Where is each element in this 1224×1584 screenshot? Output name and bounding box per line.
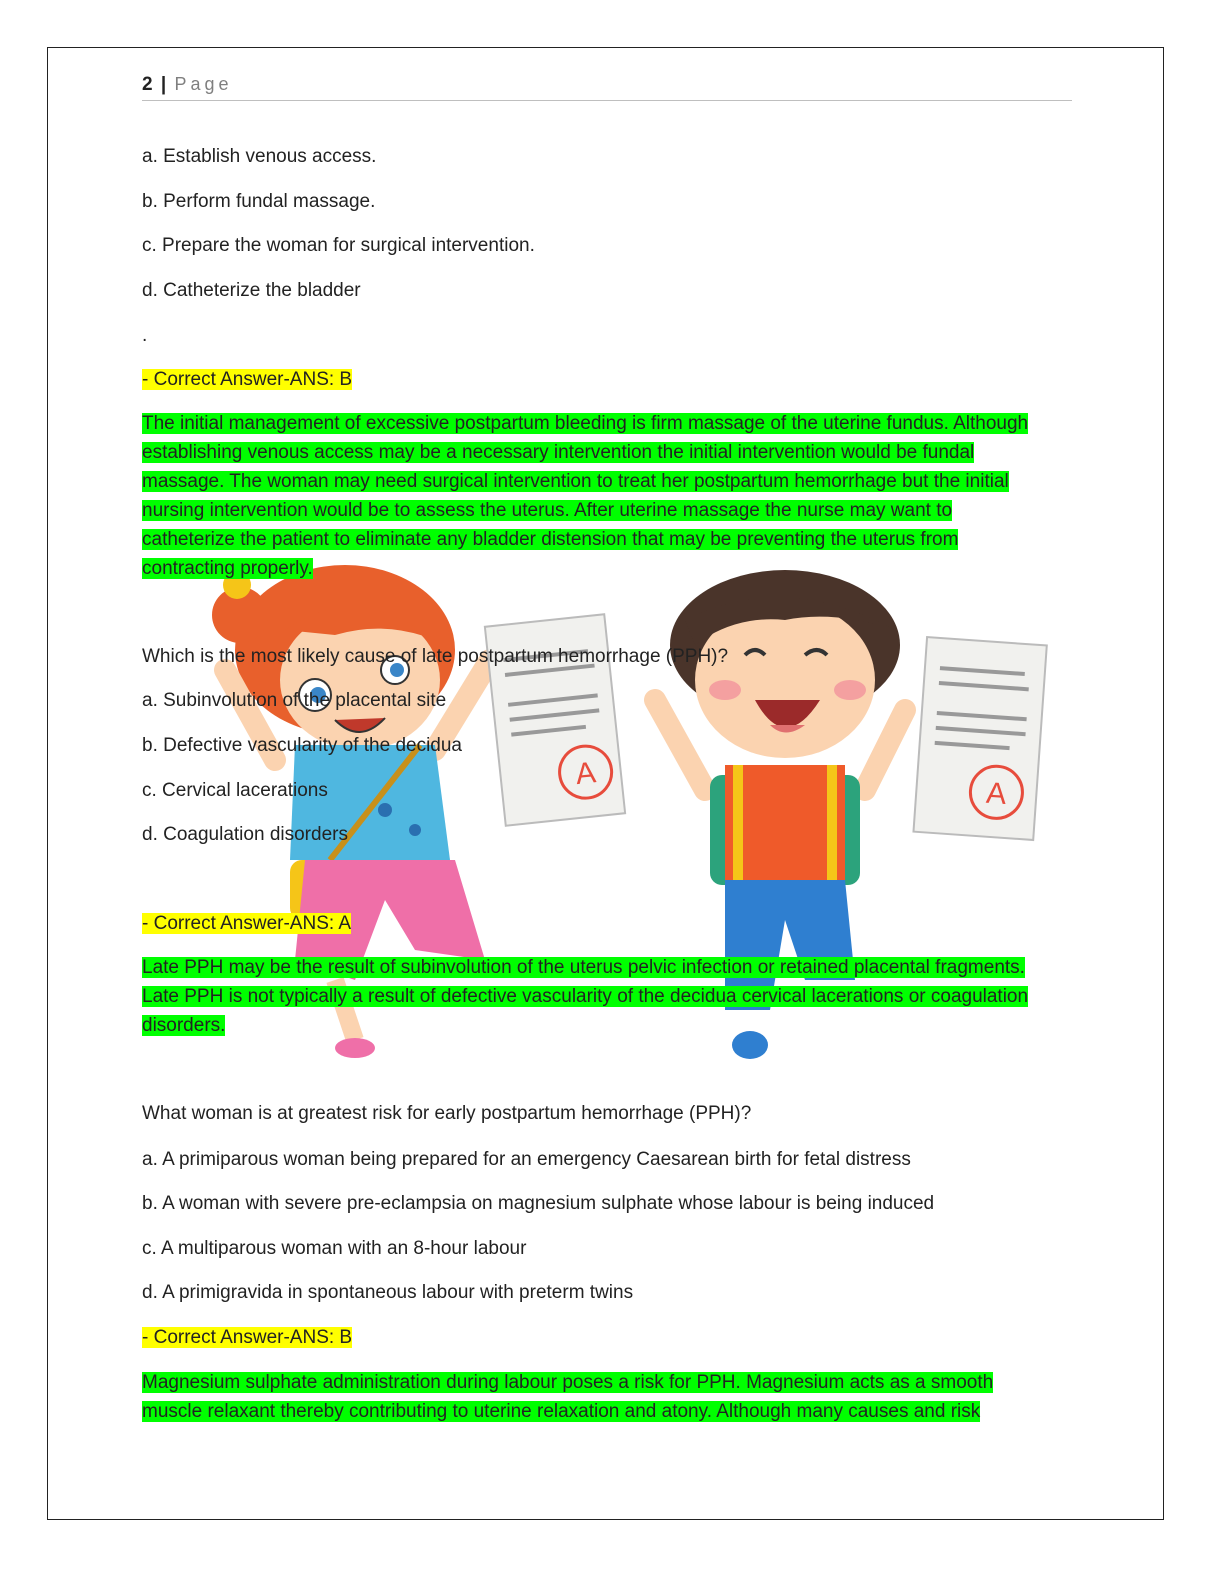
q3-question: What woman is at greatest risk for early postpartum hemorrhage (PPH)? [142, 1103, 752, 1124]
q1-answer: - Correct Answer-ANS: B [142, 369, 353, 390]
q2-question: Which is the most likely cause of late postpartum hemorrhage (PPH)? [142, 646, 729, 667]
q3-option-b: b. A woman with severe pre-eclampsia on magnesium sulphate whose labour is being induced [142, 1193, 935, 1214]
q1-rationale-line-5: catheterize the patient to eliminate any bladder distension that may be preventing the uterus from [142, 529, 959, 550]
q3-option-a: a. A primiparous woman being prepared for an emergency Caesarean birth for fetal distress [142, 1149, 911, 1170]
q2-option-a: a. Subinvolution of the placental site [142, 690, 447, 711]
q2-rationale-line-3: disorders. [142, 1015, 226, 1036]
page-number: 2 [142, 74, 153, 95]
q1-rationale-line-3: massage. The woman may need surgical intervention to treat her postpartum hemorrhage but the initial [142, 471, 1009, 492]
q2-option-b: b. Defective vascularity of the decidua [142, 735, 463, 756]
q1-rationale-line-1: The initial management of excessive postpartum bleeding is firm massage of the uterine fundus. Although [142, 413, 1029, 434]
q2-option-d: d. Coagulation disorders [142, 824, 348, 845]
page-label: Page [174, 74, 233, 94]
q1-option-d: d. Catheterize the bladder [142, 280, 361, 301]
q1-option-c: c. Prepare the woman for surgical intervention. [142, 235, 535, 256]
q3-answer: - Correct Answer-ANS: B [142, 1327, 353, 1348]
q1-option-a: a. Establish venous access. [142, 146, 377, 167]
page-header [142, 74, 1072, 101]
q3-rationale-line-1: Magnesium sulphate administration during labour poses a risk for PPH. Magnesium acts as a smooth [142, 1372, 994, 1393]
q1-rationale-line-6: contracting properly. [142, 558, 313, 579]
svg-text:A: A [574, 756, 598, 792]
svg-text:A: A [985, 776, 1008, 811]
q3-option-d: d. A primigravida in spontaneous labour with preterm twins [142, 1282, 634, 1303]
q1-rationale-line-4: nursing intervention would be to assess the uterus. After uterine massage the nurse may want to [142, 500, 953, 521]
q2-option-c: c. Cervical lacerations [142, 780, 328, 801]
q2-answer: - Correct Answer-ANS: A [142, 913, 352, 934]
q1-rationale-line-2: establishing venous access may be a necessary intervention the initial intervention would be fundal [142, 442, 975, 463]
q1-option-b: b. Perform fundal massage. [142, 191, 376, 212]
q3-rationale-line-2: muscle relaxant thereby contributing to uterine relaxation and atony. Although many causes and risk [142, 1401, 981, 1422]
q3-option-c: c. A multiparous woman with an 8-hour labour [142, 1238, 527, 1259]
q2-rationale-line-1: Late PPH may be the result of subinvolution of the uterus pelvic infection or retained placental fragments. [142, 957, 1025, 978]
header-separator: | [160, 74, 167, 95]
q2-rationale-line-2: Late PPH is not typically a result of defective vascularity of the decidua cervical lacerations or coagulation [142, 986, 1029, 1007]
q1-dot: . [142, 325, 148, 346]
